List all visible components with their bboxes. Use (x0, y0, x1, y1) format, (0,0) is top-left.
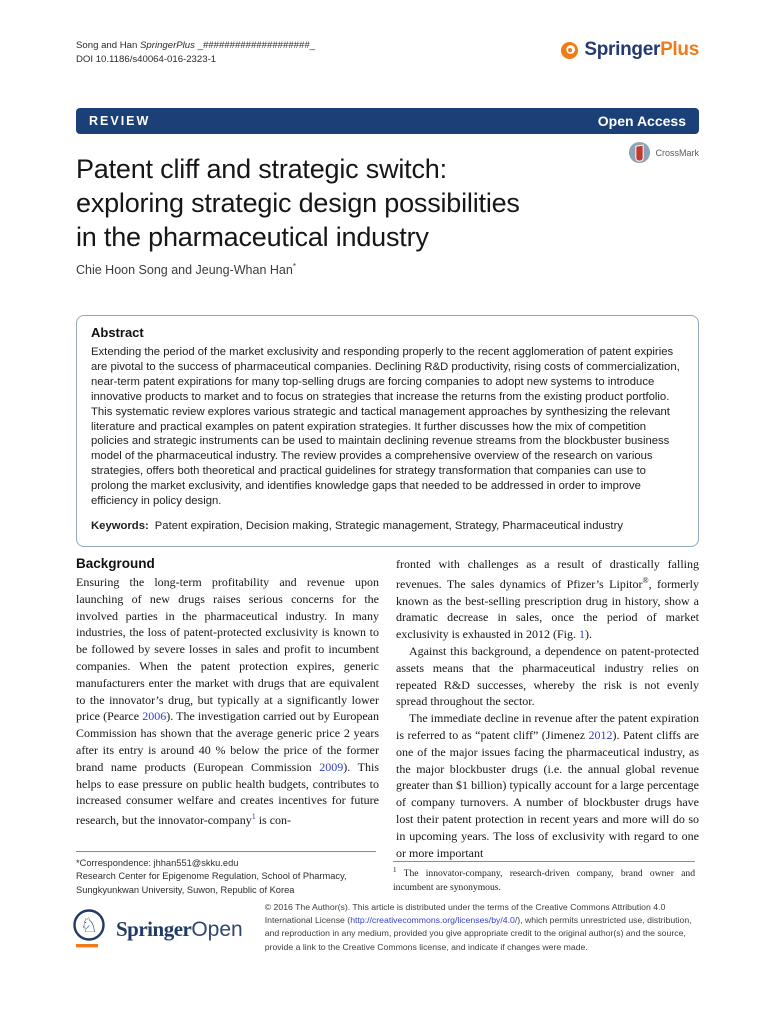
left-column-text (76, 574, 379, 829)
svg-text:♘: ♘ (80, 913, 98, 937)
article-type-banner (76, 108, 699, 134)
body-text: ). The investigation carried out by European Commission has shown that the average generic price 2 years after its entry is around 40 % below the price of the former brand name products (European Commission (76, 709, 379, 774)
article-title (76, 152, 520, 254)
abstract-box (76, 315, 699, 547)
affiliation-line-1: Research Center for Epigenome Regulation, School of Pharmacy, (76, 871, 347, 882)
figure-1-link[interactable]: 1 (578, 627, 585, 642)
open-access-label: Open Access (597, 113, 686, 129)
body-text: fronted with challenges as a result of drastically falling revenues. The sales dynamics of Pfizer’s Lipitor (396, 557, 699, 591)
registered-trademark-symbol: ® (642, 575, 649, 585)
correspondence-email: Correspondence: jhhan551@skku.edu (79, 858, 239, 868)
keywords-list: Patent expiration, Decision making, Strategic management, Strategy, Pharmaceutical industry (154, 519, 623, 532)
body-text: ). (584, 627, 592, 642)
title-line-2: exploring strategic design possibilities (76, 188, 520, 218)
footnote-1-marker-link[interactable]: 1 (251, 812, 256, 822)
page-footer (70, 901, 699, 954)
license-statement (265, 901, 699, 954)
body-text: ). Patent cliffs are one of the major issues facing the pharmaceutical industry, as the major blockbuster drugs (i.e. the annual global revenue greater than $1 billion) typically account for a large percentage of company turnovers. A number of blockbuster drugs have lost their patent protection in recent years and more will do so in upcoming years. The loss of exclusivity with regard to one or more important (396, 727, 699, 860)
citation-link-jimenez-2012[interactable]: 2012 (588, 727, 613, 742)
license-text: ), which permits unrestricted use, distribution, and reproduction in any medium, provided you give appropriate credit to the original author(s) and the source, provide a link to the Creative Commons license, and indicate if changes were made. (264, 915, 692, 952)
title-line-3: in the pharmaceutical industry (76, 222, 429, 252)
right-column-text (396, 556, 699, 861)
footnote-1 (393, 861, 695, 894)
footnote-1-text: The innovator-company, research-driven company, brand owner and incumbent are synonymous. (393, 868, 695, 893)
abstract-heading: Abstract (91, 325, 144, 340)
paragraph (76, 574, 379, 829)
citation-pages: _####################_ (194, 40, 316, 51)
title-line-1: Patent cliff and strategic switch: (76, 154, 447, 184)
abstract-text: Extending the period of the market exclusivity and responding properly to the recent agglomeration of patent expiries are pivotal to the success of pharmaceutical companies. Declining R&D productivity, rising costs of commercialization, near-term patent expirations for many top-selling drugs are forcing companies to adopt new systems to introduce innovative products to market and to focus on strategies that increase the returns from the existing product portfolio. This systematic review explores various strategic and tactical management approaches by synthesizing the relevant literature and practical examples on patent expiration strategies. It further discusses how the mix of competition policies and strategic instruments can be used to maintain declining revenue streams from the blockbuster business model of the pharmaceutical industry. The review provides a comprehensive overview of the research on various strategies, offers both theoretical and practical guidelines for strategy transformation that companies can use to prolong the market exclusivity, and identifies knowledge gaps that needed to be addressed in order to improve efficiency in policy design. (91, 346, 680, 508)
springer-word: Springer (116, 916, 192, 941)
springerplus-logo (560, 39, 699, 61)
correspondence-footnote (76, 851, 376, 897)
body-text: Ensuring the long-term profitability and revenue upon launching of new drugs raises serious concerns for the involved parties in the pharmaceutical industry. In many industries, the loss of patent-protected exclusivity is known to be followed by severe losses in sales and profit to incumbent companies. When the patent protection expires, generic manufacturers enter the market with drugs that are equivalent to the innovator’s drug, but typically at a significantly lower price (Pearce (76, 575, 379, 724)
open-word: Open (191, 917, 243, 941)
citation-link-ec-2009[interactable]: 2009 (319, 759, 344, 774)
citation-link-pearce-2006[interactable]: 2006 (142, 709, 167, 724)
crossmark-badge[interactable] (628, 141, 699, 164)
springer-open-logo (70, 901, 243, 951)
citation-block (76, 39, 315, 68)
author-names: Chie Hoon Song and Jeung-Whan Han (76, 263, 293, 278)
affiliation-line-2: Sungkyunkwan University, Suwon, Republic of Korea (76, 884, 295, 895)
citation-line (76, 39, 315, 53)
paragraph: Against this background, a dependence on patent-protected assets means that the pharmaceutical industry relies on repeated R&D successes, whereby the risk is not evenly spread throughout the sector. (396, 643, 699, 709)
doi-line: DOI 10.1186/s40064-016-2323-1 (76, 54, 217, 66)
body-text: ). This helps to ease pressure on public health budgets, contributes to increased consumer welfare and creates incentives for future research, but the innovator-company (76, 759, 379, 828)
body-text: , formerly known as the best-selling prescription drug in history, show a dramatic decrease in sales, once the period of market exclusivity is exhausted in 2012 (Fig. (396, 576, 700, 642)
correspondence-line (76, 857, 376, 870)
keywords-label: Keywords: (91, 519, 149, 532)
crossmark-label: CrossMark (655, 147, 699, 158)
paragraph (396, 556, 699, 643)
page-header (76, 39, 699, 68)
body-text: is con- (255, 813, 292, 828)
license-text: © 2016 The Author(s). This article is distributed under the terms of the Creative Commons Attribution 4.0 International License ( (264, 902, 666, 926)
correspondence-marker: * (292, 262, 296, 271)
section-heading-background: Background (76, 556, 155, 571)
body-text: The immediate decline in revenue after the patent expiration is referred to as “patent cliff” (Jimenez (396, 711, 699, 742)
keywords-line (91, 519, 684, 534)
springer-knight-icon (70, 907, 108, 951)
author-line (76, 262, 296, 277)
citation-authors: Song and Han (76, 40, 141, 51)
article-type-label: REVIEW (89, 114, 151, 128)
springer-open-wordmark (116, 917, 243, 942)
journal-name: SpringerPlus (140, 40, 195, 51)
right-column (396, 556, 699, 861)
paragraph (396, 710, 699, 861)
springer-word: Springer (584, 39, 661, 60)
footnote-1-number: 1 (393, 866, 397, 874)
license-url-link[interactable]: http://creativecommons.org/licenses/by/4.0/ (350, 915, 518, 926)
crossmark-icon (628, 141, 651, 164)
springerplus-wordmark (584, 39, 699, 61)
left-column (76, 556, 379, 861)
plus-word: Plus (660, 39, 699, 60)
correspondence-asterisk: * (76, 858, 80, 868)
springer-swirl-icon (560, 41, 579, 60)
body-columns (76, 556, 699, 861)
